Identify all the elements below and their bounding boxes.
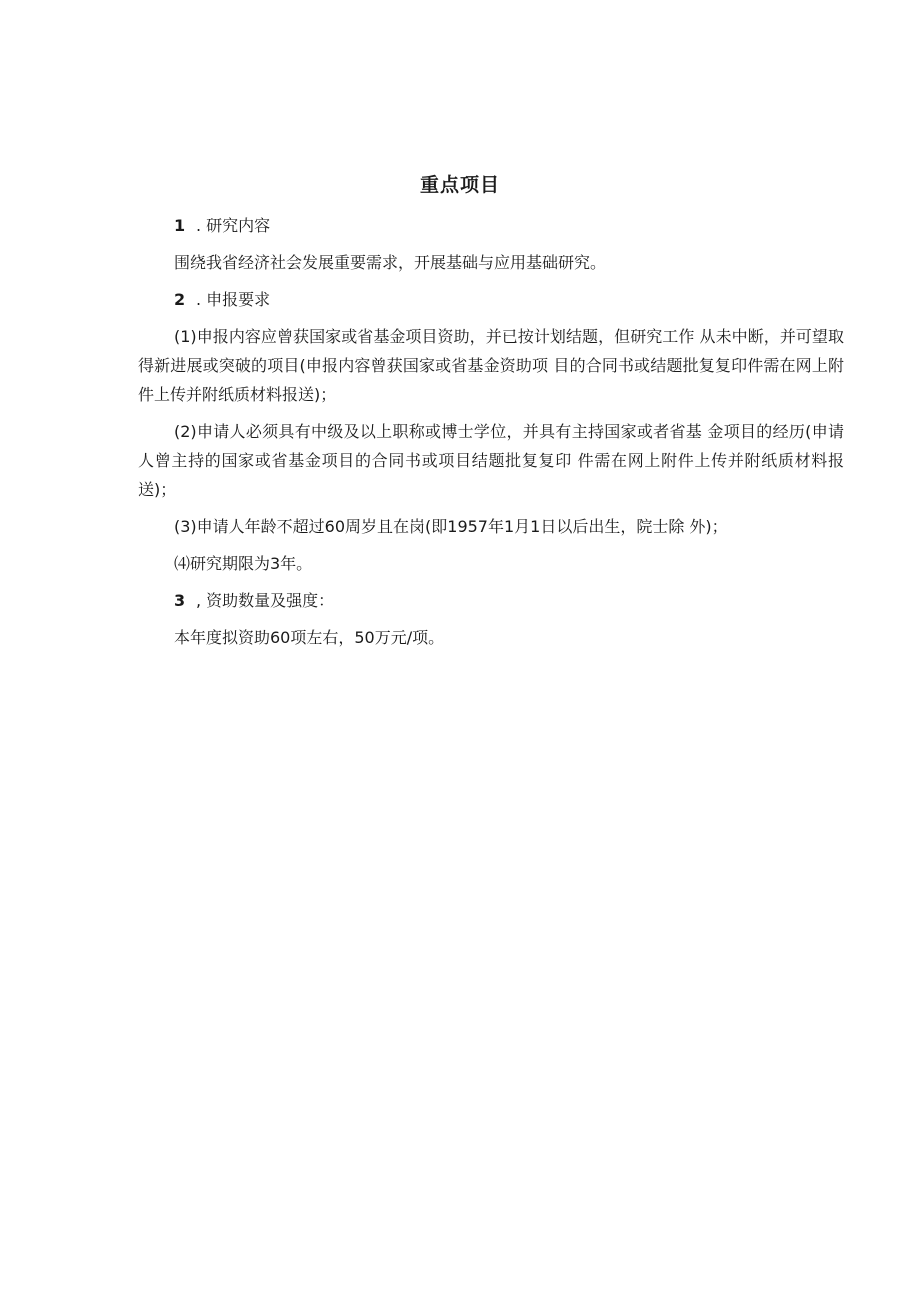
paragraph: (1)申报内容应曾获国家或省基金项目资助，并已按计划结题，但研究工作 从未中断，并可望取得新进展或突破的项目(申报内容曾获国家或省基金资助项 目的合同书或结题批复复印件需在网上附件上传并附纸质材料报送)； (138, 327, 844, 404)
page-title: 重点项目 (419, 174, 500, 196)
section-number: 2 (174, 290, 186, 309)
section-heading-text: , 资助数量及强度： (196, 591, 335, 610)
section-heading-text: . 申报要求 (196, 290, 271, 309)
section-heading-3 (138, 586, 844, 615)
document-body (138, 211, 844, 660)
paragraph: (2)申请人必须具有中级及以上职称或博士学位，并具有主持国家或者省基 金项目的经历(申请人曾主持的国家或省基金项目的合同书或项目结题批复复印 件需在网上附件上传并附纸质材料报送)； (138, 422, 844, 499)
section-number: 1 (174, 216, 186, 235)
paragraph: 本年度拟资助60项左右，50万元/项。 (174, 628, 445, 647)
section-heading-1 (138, 211, 844, 240)
section-heading-text: . 研究内容 (196, 216, 271, 235)
section-number: 3 (174, 591, 186, 610)
paragraph: ⑷研究期限为3年。 (174, 554, 313, 573)
paragraph: (3)申请人年龄不超过60周岁且在岗(即1957年1月1日以后出生，院士除 外)； (174, 517, 728, 536)
section-heading-2 (138, 285, 844, 314)
paragraph: 围绕我省经济社会发展重要需求，开展基础与应用基础研究。 (174, 253, 607, 272)
